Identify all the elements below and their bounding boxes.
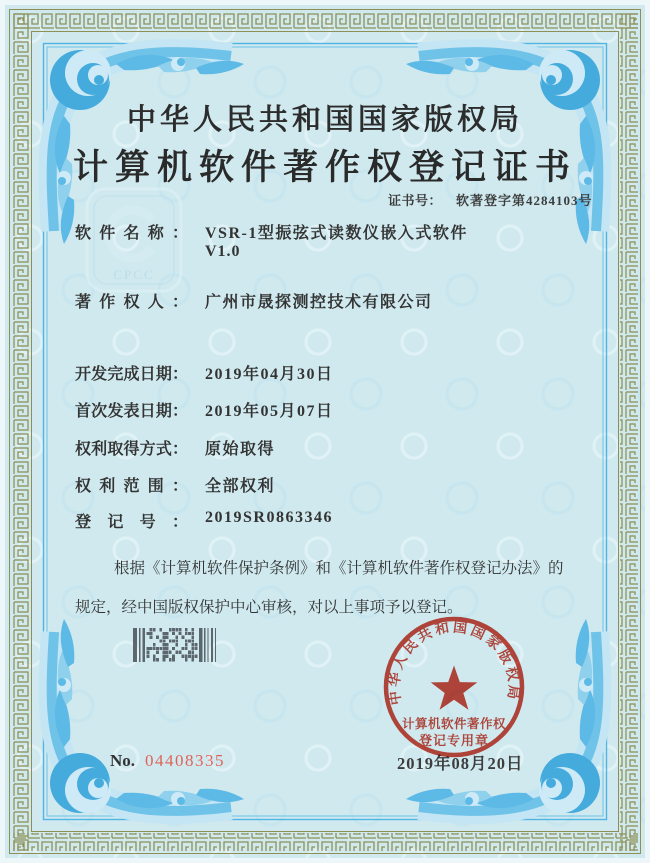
certificate-number [388, 190, 593, 209]
field-rights-scope [75, 473, 275, 496]
field-registration-no [75, 509, 333, 532]
serial-number-value: 04408335 [145, 751, 226, 770]
serial-number [110, 751, 225, 771]
field-dev-complete-date [75, 361, 334, 384]
certificate-title: 计算机软件著作权登记证书 [72, 148, 577, 187]
field-value: 广州市晟探测控技术有限公司 [205, 294, 433, 311]
field-label: 首次发表日期： [75, 403, 188, 420]
field-rights-acquisition [75, 436, 275, 459]
field-first-publish-date [75, 398, 334, 421]
cpcc-watermark-text: CPCC [113, 267, 155, 282]
field-value: 全部权利 [205, 478, 276, 495]
serial-number-label: No. [110, 751, 136, 770]
seal-text-line-1: 计算机软件著作权 [401, 717, 507, 731]
official-seal [372, 611, 537, 776]
field-label: 权利范围： [75, 478, 188, 495]
field-label: 开发完成日期： [75, 366, 188, 383]
certificate-number-value: 软著登字第4284103号 [456, 193, 593, 208]
certificate-number-label: 证书号： [388, 193, 443, 208]
field-copyright-owner [75, 289, 433, 312]
field-value: 2019年04月30日 [205, 366, 334, 383]
field-value: 2019SR0863346 [205, 509, 333, 526]
field-value: VSR-1型振弦式读数仪嵌入式软件 [205, 225, 468, 242]
field-label: 权利取得方式： [75, 441, 188, 458]
field-value: 2019年05月07日 [205, 403, 334, 420]
field-software-name [75, 220, 468, 261]
barcode [133, 628, 219, 662]
field-label: 软件名称： [75, 225, 188, 242]
field-label: 著作权人： [75, 294, 188, 311]
seal-text-line-2: 登记专用章 [418, 733, 490, 748]
seal-ring-text: 中华人民共和国国家版权局 [387, 620, 521, 706]
field-label: 登记号： [75, 514, 188, 531]
star-icon [431, 666, 478, 710]
field-value: 原始取得 [205, 441, 276, 458]
authority-title: 中华人民共和国国家版权局 [126, 104, 523, 136]
statement-line-1: 根据《计算机软件保护条例》和《计算机软件著作权登记办法》的 [114, 560, 564, 577]
issue-date: 2019年08月20日 [397, 754, 524, 773]
field-value-version: V1.0 [205, 243, 241, 260]
statement-line-2: 规定，经中国版权保护中心审核，对以上事项予以登记。 [75, 599, 463, 616]
